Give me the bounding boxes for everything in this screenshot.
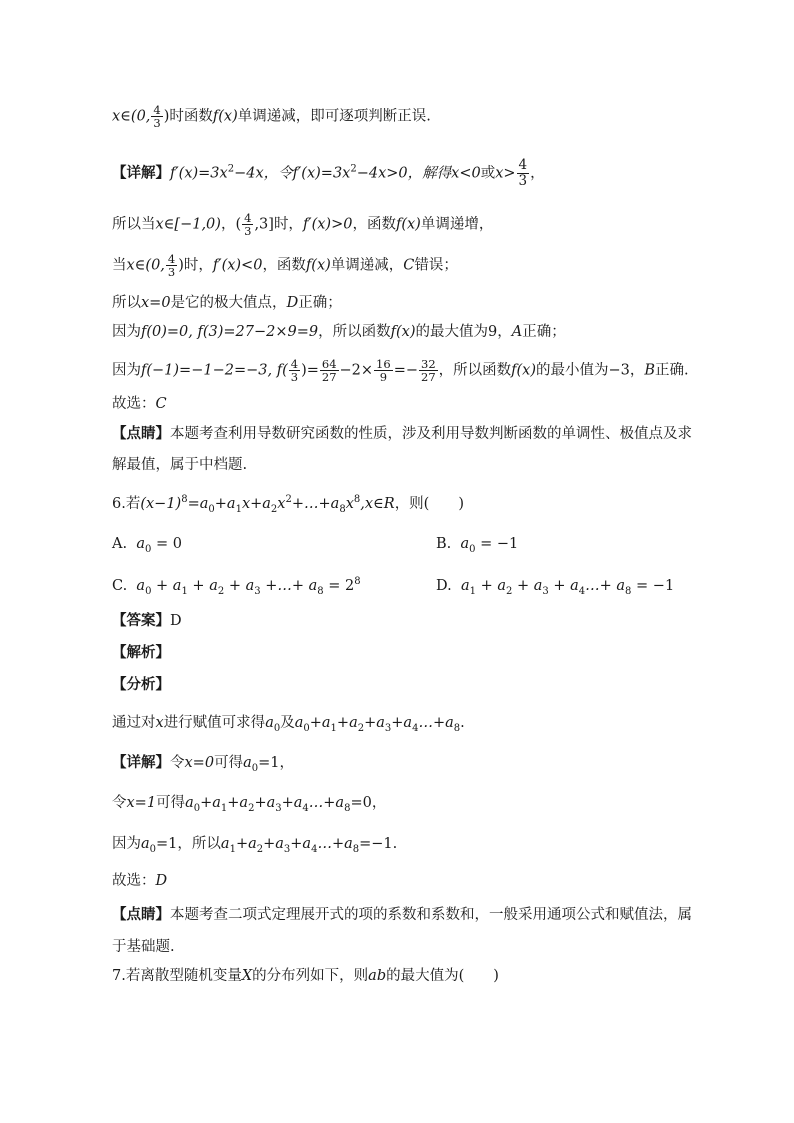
fraction: $\frac{4}{3}$: [518, 157, 528, 189]
fraction: $\frac{4}{3}$: [153, 103, 161, 130]
fraction: $\frac{4}{3}$: [244, 211, 252, 238]
text-line: 令x=1可得$a_0+a_1+a_2+a_3+a_4\dots+a_8=0$，: [112, 795, 387, 814]
text-line: 因为f(−1)=−1−2=−3, f( $\frac{4}{3}$ )= $\frac{64}{27}$ −2× $\frac{16}{9}$ =− $\frac{32}{27}$ ，所以函数f(x)的最小值为−3，B正确.: [112, 357, 689, 384]
section-tag: 【详解】: [112, 754, 170, 771]
text-line: [112, 675, 170, 695]
section-tag: 【点睛】: [112, 425, 170, 442]
text-line: 当x∈(0, $\frac{4}{3}$ )时，f′(x)<0，函数f(x)单调递减，C错误；: [112, 252, 458, 279]
section-tag: 【详解】: [112, 164, 170, 182]
section-tag: 【分析】: [112, 676, 170, 693]
text-line: x∈(0, $\frac{4}{3}$ )时函数f(x)单调递减，即可逐项判断正误.: [112, 103, 431, 130]
question-7: 7.若离散型随机变量X的分布列如下，则ab的最大值为( ): [112, 968, 499, 984]
text-line: 因为f(0)=0, f(3)=27−2×9=9，所以函数f(x)的最大值为9，A正确；: [112, 324, 566, 340]
text-line: [112, 643, 170, 663]
answer-line: 【答案】D: [112, 612, 182, 629]
text-line: 【点睛】本题考查二项式定理展开式的项的系数和系数和，一般采用通项公式和赋值法，属: [112, 906, 692, 923]
text-line: 【详解】令x=0可得$a_0=1$，: [112, 754, 294, 774]
text-line: 所以x=0是它的极大值点，D正确；: [112, 295, 342, 311]
fraction: $\frac{4}{3}$: [167, 252, 176, 279]
text-line: 因为$a_0=1$，所以$a_1+a_2+a_3+a_4\dots+a_8=-1$.: [112, 836, 398, 855]
text-line: 故选：C: [112, 396, 167, 412]
option-b: B. $a_0 = -1$: [436, 536, 519, 555]
text-line: 【详解】$f'(x)=3x^2-4x$，令$f'(x)=3x^2-4x>0$，解得x<0或x> $\frac{4}{3}$ ，: [112, 157, 545, 189]
text-line: 通过对x进行赋值可求得$a_0$及$a_0+a_1+a_2+a_3+a_4\dots+a_8$.: [112, 715, 465, 734]
option-d: D. $a_1 + a_2 + a_3$ + $a_4\dots+ a_8 = -1$: [436, 578, 675, 597]
text-line: 故选：D: [112, 873, 168, 889]
question-6: 6.若$(x-1)^8=a_0+a_1x+a_2x^2+\dots+a_8x^8,x\in R$，则( ): [112, 494, 465, 515]
fraction: $\frac{64}{27}$: [321, 357, 337, 384]
option-c: C. $a_0 + a_1 + a_2 + a_3$ +…+ $a_8 = 2^8$: [112, 576, 361, 597]
text-line: 解最值，属于中档题.: [112, 457, 248, 473]
section-tag: 【点睛】: [112, 906, 170, 923]
option-a: A. $a_0 = 0$: [112, 536, 182, 555]
text-line: 【点睛】本题考查利用导数研究函数的性质，涉及利用导数判断函数的单调性、极值点及求: [112, 425, 692, 442]
section-tag: 【答案】: [112, 612, 170, 629]
fraction: $\frac{16}{9}$: [376, 357, 391, 384]
section-tag: 【解析】: [112, 644, 170, 661]
fraction: $\frac{32}{27}$: [421, 357, 436, 384]
text-line: 于基础题.: [112, 939, 175, 955]
text-line: 所以当x∈[−1,0)，( $\frac{4}{3}$ ,3]时，f′(x)>0，函数f(x)单调递增，: [112, 211, 494, 238]
fraction: $\frac{4}{3}$: [290, 357, 299, 384]
